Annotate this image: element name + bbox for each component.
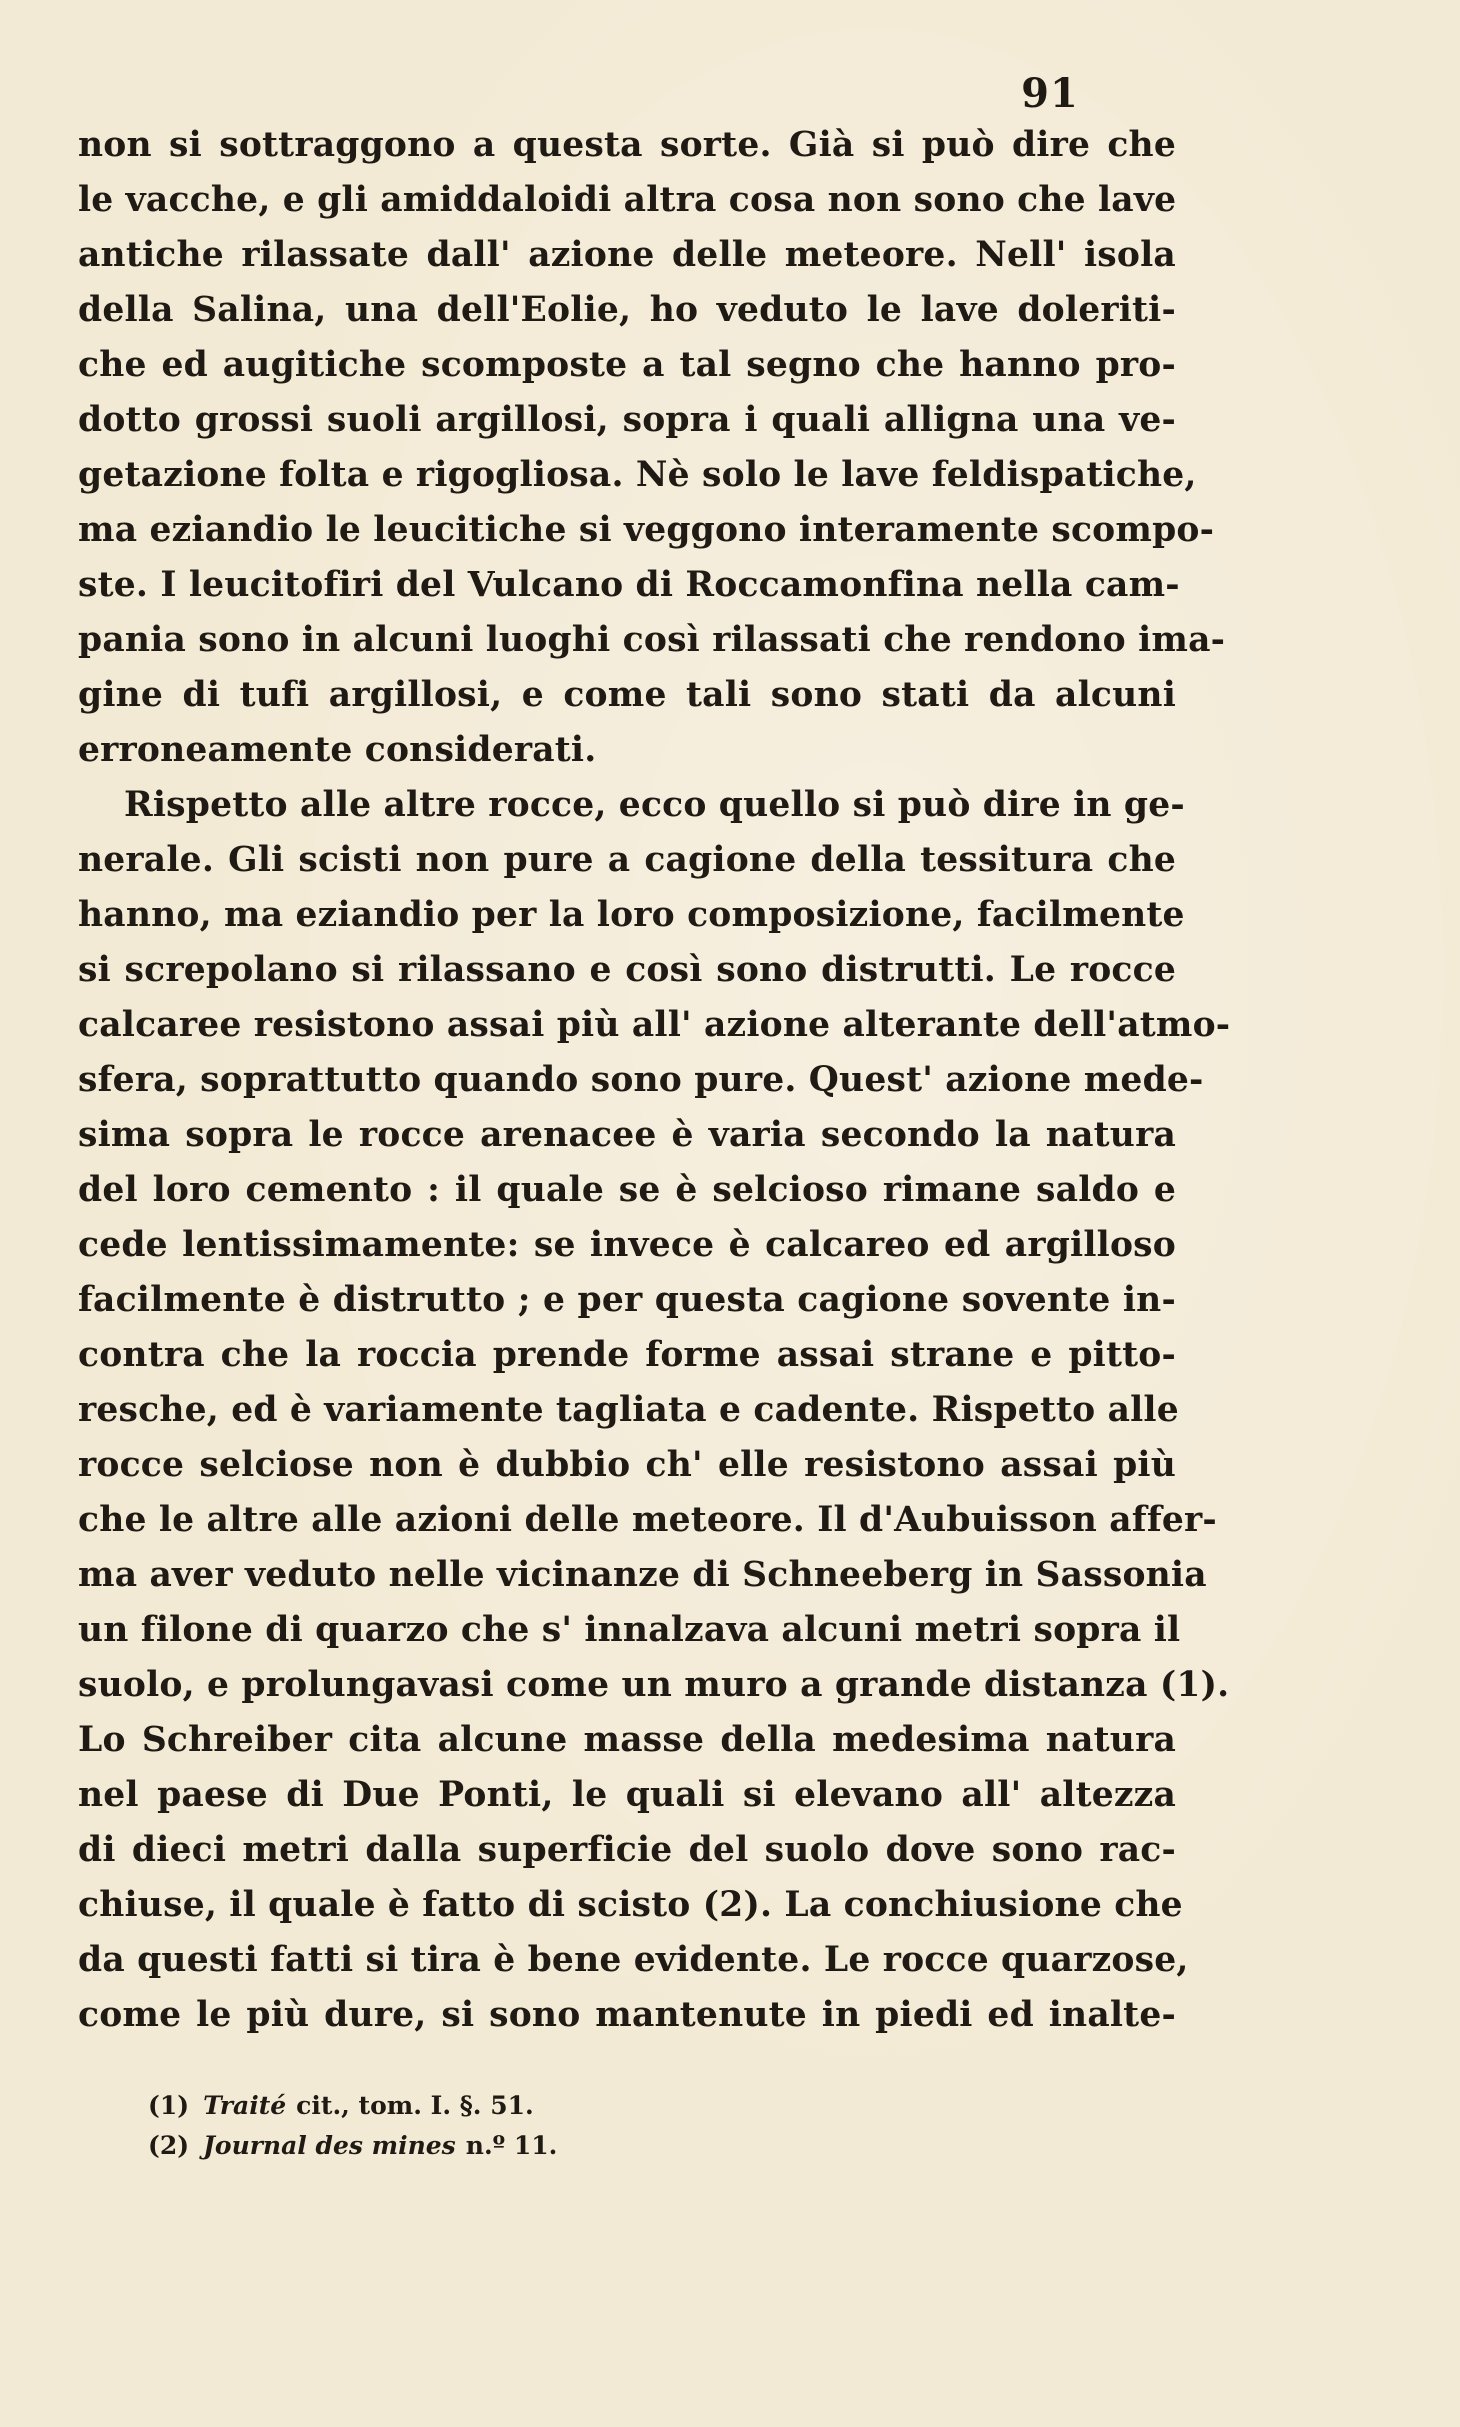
body-line: nerale. Gli scisti non pure a cagione della tessitura che bbox=[78, 840, 1176, 880]
body-line: nel paese di Due Ponti, le quali si elevano all' altezza bbox=[78, 1775, 1176, 1815]
body-line: Lo Schreiber cita alcune masse della medesima natura bbox=[78, 1720, 1176, 1760]
body-line: contra che la roccia prende forme assai strane e pitto- bbox=[78, 1335, 1176, 1375]
body-line: calcaree resistono assai più all' azione alterante dell'atmo- bbox=[78, 1005, 1231, 1045]
body-line: un filone di quarzo che s' innalzava alcuni metri sopra il bbox=[78, 1610, 1181, 1650]
body-line: getazione folta e rigogliosa. Nè solo le lave feldispatiche, bbox=[78, 455, 1197, 495]
body-line: pania sono in alcuni luoghi così rilassati che rendono ima- bbox=[78, 620, 1226, 660]
body-line: cede lentissimamente: se invece è calcareo ed argilloso bbox=[78, 1225, 1176, 1265]
body-line: chiuse, il quale è fatto di scisto (2). La conchiusione che bbox=[78, 1885, 1183, 1925]
footnote bbox=[148, 2126, 1048, 2166]
body-line: rocce selciose non è dubbio ch' elle resistono assai più bbox=[78, 1445, 1176, 1485]
footnote-number: (1) bbox=[148, 2091, 190, 2120]
body-line: facilmente è distrutto ; e per questa cagione sovente in- bbox=[78, 1280, 1176, 1320]
page-number: 91 bbox=[1021, 70, 1079, 117]
footnote-title: Journal des mines bbox=[203, 2131, 456, 2160]
body-line: antiche rilassate dall' azione delle meteore. Nell' isola bbox=[78, 235, 1176, 275]
body-line: sfera, soprattutto quando sono pure. Quest' azione mede- bbox=[78, 1060, 1204, 1100]
body-line: di dieci metri dalla superficie del suolo dove sono rac- bbox=[78, 1830, 1176, 1870]
body-line: che le altre alle azioni delle meteore. Il d'Aubuisson affer- bbox=[78, 1500, 1217, 1540]
body-line: dotto grossi suoli argillosi, sopra i quali alligna una ve- bbox=[78, 400, 1176, 440]
footnote-reference: n.º 11. bbox=[465, 2131, 558, 2160]
body-line: ma aver veduto nelle vicinanze di Schneeberg in Sassonia bbox=[78, 1555, 1207, 1595]
footnote-number: (2) bbox=[148, 2131, 190, 2160]
body-line: del loro cemento : il quale se è selcioso rimane saldo e bbox=[78, 1170, 1176, 1210]
body-line: resche, ed è variamente tagliata e cadente. Rispetto alle bbox=[78, 1390, 1179, 1430]
body-line: gine di tufi argillosi, e come tali sono stati da alcuni bbox=[78, 675, 1176, 715]
footnote-title: Traité bbox=[203, 2091, 287, 2120]
body-text bbox=[78, 118, 1231, 2043]
body-line: non si sottraggono a questa sorte. Già si può dire che bbox=[78, 125, 1176, 165]
footnote bbox=[148, 2086, 1048, 2126]
body-line: che ed augitiche scomposte a tal segno che hanno pro- bbox=[78, 345, 1176, 385]
body-line: della Salina, una dell'Eolie, ho veduto le lave doleriti- bbox=[78, 290, 1176, 330]
footnote-reference: cit., tom. I. §. 51. bbox=[296, 2091, 534, 2120]
body-line: hanno, ma eziandio per la loro composizione, facilmente bbox=[78, 895, 1185, 935]
body-line: le vacche, e gli amiddaloidi altra cosa non sono che lave bbox=[78, 180, 1177, 220]
paragraph-start-line: Rispetto alle altre rocce, ecco quello si può dire in ge- bbox=[124, 785, 1185, 825]
body-line: ma eziandio le leucitiche si veggono interamente scompo- bbox=[78, 510, 1215, 550]
body-line: suolo, e prolungavasi come un muro a grande distanza (1). bbox=[78, 1665, 1230, 1705]
body-line: ste. I leucitofiri del Vulcano di Roccamonfina nella cam- bbox=[78, 565, 1180, 605]
body-line: come le più dure, si sono mantenute in piedi ed inalte- bbox=[78, 1995, 1176, 2035]
body-line: sima sopra le rocce arenacee è varia secondo la natura bbox=[78, 1115, 1176, 1155]
paragraph-end-line: erroneamente considerati. bbox=[78, 730, 597, 770]
body-line: si screpolano si rilassano e così sono distrutti. Le rocce bbox=[78, 950, 1176, 990]
body-line: da questi fatti si tira è bene evidente. Le rocce quarzose, bbox=[78, 1940, 1189, 1980]
footnotes bbox=[148, 2086, 1048, 2166]
